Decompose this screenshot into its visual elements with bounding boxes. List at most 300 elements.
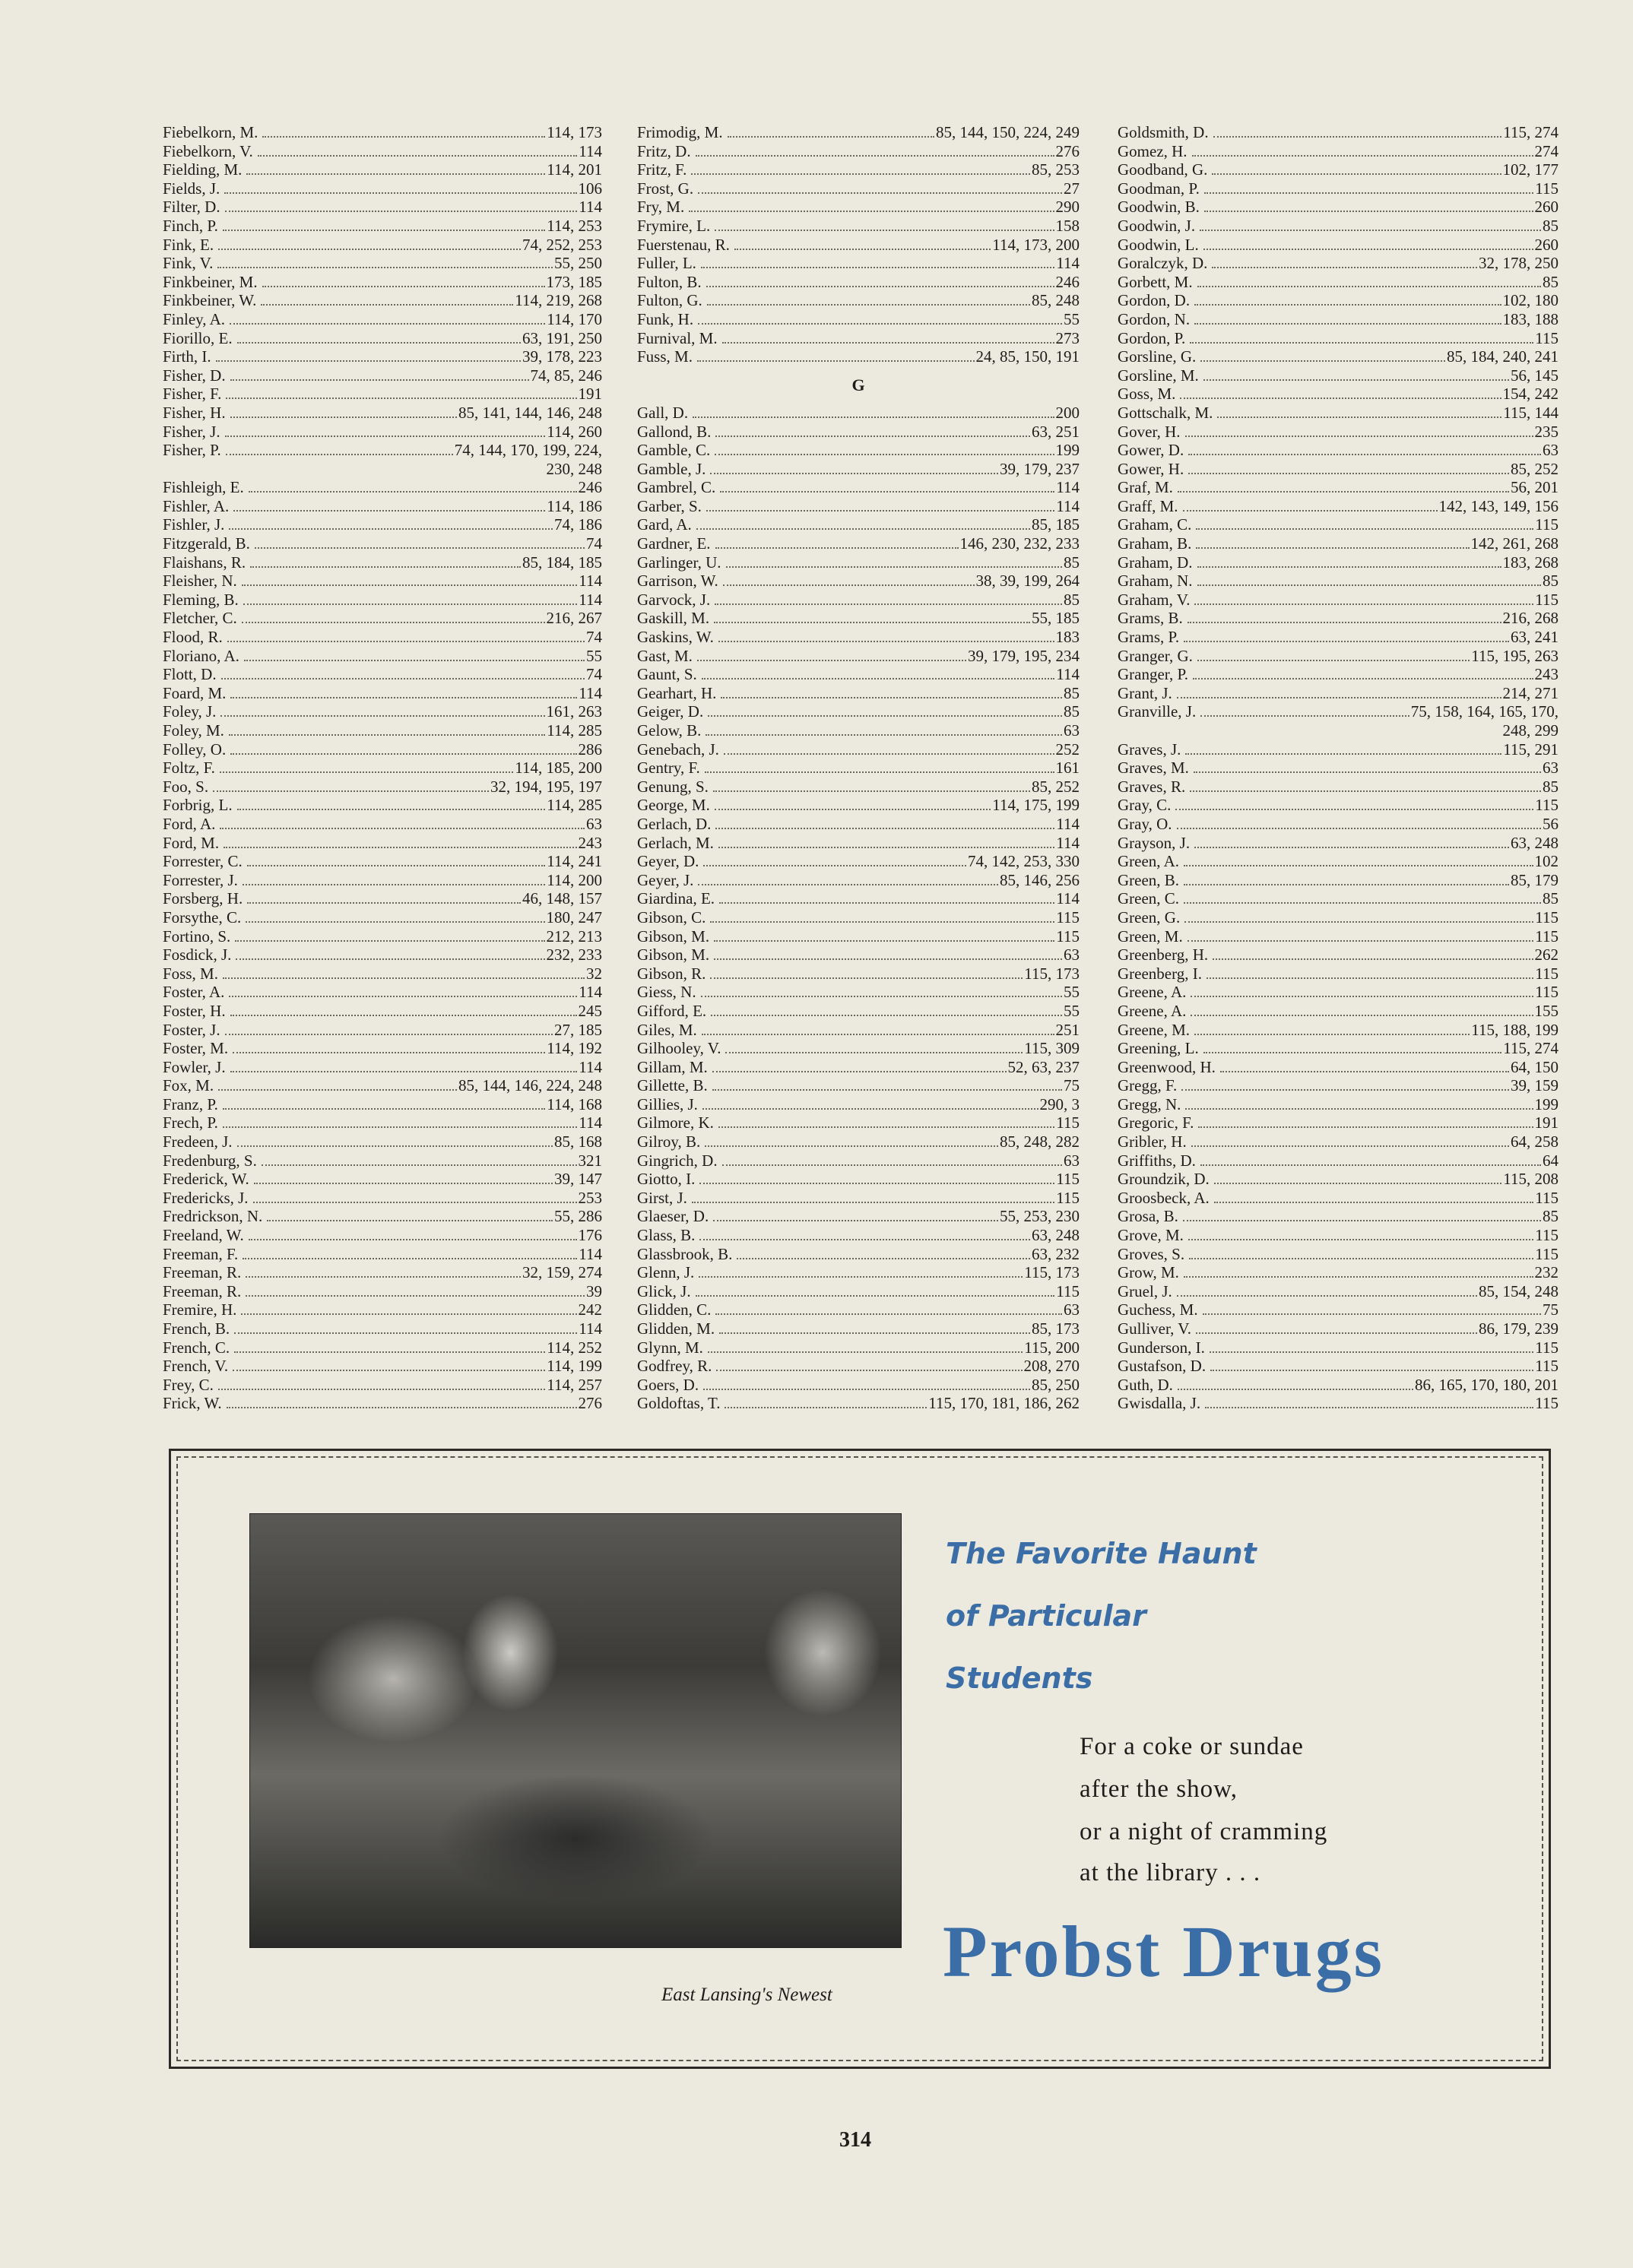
index-entry [163, 702, 602, 721]
entry-name: Gilmore, K. [637, 1113, 714, 1132]
index-entry [163, 665, 602, 684]
entry-pages: 154, 242 [1502, 385, 1558, 404]
index-entry [637, 1189, 1080, 1208]
entry-name: Fowler, J. [163, 1057, 226, 1076]
entry-name: Grant, J. [1118, 683, 1172, 702]
leader-dots [702, 1034, 1054, 1035]
entry-name: Gaunt, S. [637, 665, 697, 684]
leader-dots [1183, 1220, 1541, 1221]
index-entry [637, 1151, 1080, 1170]
index-entry [1118, 254, 1558, 273]
index-entry [637, 236, 1080, 255]
leader-dots [1197, 566, 1501, 568]
entry-name: George, M. [637, 796, 710, 815]
entry-pages: 114, 173 [547, 123, 602, 141]
entry-name: Goodband, G. [1118, 160, 1208, 179]
index-entry [1118, 236, 1558, 255]
entry-name: Fredenburg, S. [163, 1151, 257, 1170]
leader-dots [1220, 1071, 1509, 1072]
index-entry [637, 908, 1080, 927]
leader-dots [1217, 417, 1501, 418]
ad-tagline-line-2: of Particular [946, 1599, 1146, 1633]
leader-dots [699, 1239, 1030, 1240]
entry-pages: 85, 154, 248 [1479, 1281, 1558, 1300]
leader-dots [698, 192, 1062, 194]
index-entry [163, 1226, 602, 1245]
ad-blurb-line-2: after the show, [1080, 1775, 1238, 1803]
entry-name: Green, B. [1118, 870, 1180, 889]
index-entry [163, 1058, 602, 1077]
index-entry [163, 871, 602, 890]
index-entry [637, 1058, 1080, 1077]
leader-dots [1196, 1332, 1477, 1334]
entry-name: Gerlach, M. [637, 833, 714, 852]
entry-pages: 115 [1535, 908, 1558, 927]
leader-dots [1203, 379, 1509, 381]
entry-name: Gribler, H. [1118, 1132, 1187, 1151]
entry-name: Griffiths, D. [1118, 1151, 1196, 1170]
leader-dots [1194, 304, 1501, 306]
entry-name: Fisher, J. [163, 422, 220, 441]
entry-name: Goldoftas, T. [637, 1394, 721, 1413]
index-entry [637, 254, 1080, 273]
leader-dots [234, 1351, 545, 1353]
entry-pages: 232, 233 [546, 946, 602, 965]
entry-name: Foard, M. [163, 683, 227, 702]
entry-pages: 115 [1535, 328, 1558, 347]
entry-pages: 216, 268 [1502, 609, 1558, 628]
entry-name: Gillette, B. [637, 1076, 708, 1095]
index-entry [637, 647, 1080, 666]
index-entry [1118, 591, 1558, 610]
index-entry [1118, 1357, 1558, 1376]
entry-pages: 39 [586, 1281, 602, 1300]
entry-pages: 115 [1056, 1188, 1080, 1207]
index-entry [163, 834, 602, 853]
entry-pages: 115 [1535, 179, 1558, 198]
entry-name: Garber, S. [637, 496, 702, 515]
entry-name: Gower, D. [1118, 441, 1184, 460]
index-entry [1118, 160, 1558, 179]
entry-name: Foss, M. [163, 964, 218, 983]
leader-dots [221, 678, 585, 679]
index-entry [163, 1132, 602, 1151]
leader-dots [233, 1052, 545, 1053]
leader-dots [1194, 603, 1533, 605]
leader-dots [718, 641, 1054, 642]
leader-dots [710, 977, 1023, 979]
entry-name: Fosdick, J. [163, 946, 232, 965]
entry-pages: 114 [579, 1113, 602, 1132]
index-entry [163, 179, 602, 198]
leader-dots [247, 865, 546, 866]
leader-dots [223, 977, 585, 979]
entry-pages: 191 [578, 385, 602, 404]
entry-pages: 85 [1064, 590, 1080, 609]
entry-name: Gustafson, D. [1118, 1357, 1207, 1376]
index-entry [637, 721, 1080, 740]
entry-pages: 114 [579, 983, 602, 1002]
entry-pages: 114 [579, 198, 602, 217]
leader-dots [254, 1183, 553, 1184]
index-entry [1118, 1282, 1558, 1301]
index-entry [637, 1300, 1080, 1319]
leader-dots [233, 510, 545, 512]
leader-dots [1178, 1389, 1413, 1390]
leader-dots [249, 1239, 577, 1240]
entry-pages: 114, 252 [547, 1338, 602, 1357]
entry-name: Gardner, E. [637, 534, 711, 553]
entry-pages: 243 [1534, 665, 1558, 684]
entry-pages: 55 [1064, 983, 1080, 1002]
leader-dots [721, 697, 1062, 698]
leader-dots [1193, 678, 1533, 679]
entry-name: Gilhooley, V. [637, 1039, 721, 1058]
index-entry [637, 310, 1080, 329]
index-entry [1118, 702, 1558, 721]
index-entry [1118, 1394, 1558, 1413]
entry-pages: 32, 159, 274 [522, 1263, 602, 1282]
leader-dots [703, 865, 966, 866]
entry-name: Gaskins, W. [637, 628, 714, 647]
index-entry [637, 684, 1080, 703]
entry-pages: 86, 165, 170, 180, 201 [1415, 1375, 1558, 1394]
entry-name: Greene, M. [1118, 1020, 1191, 1039]
leader-dots [230, 753, 576, 755]
leader-dots [698, 323, 1062, 325]
entry-name: Glynn, M. [637, 1338, 703, 1357]
index-entry [163, 347, 602, 366]
leader-dots [226, 398, 576, 399]
entry-pages: 115 [1535, 1226, 1558, 1245]
entry-pages: 114, 260 [547, 422, 602, 441]
entry-name: Foster, J. [163, 1020, 220, 1039]
entry-pages: 115, 208 [1503, 1170, 1558, 1189]
entry-pages: 114 [579, 1319, 602, 1338]
entry-pages: 114, 253 [547, 216, 602, 235]
entry-pages: 114, 285 [547, 721, 602, 740]
index-entry [1118, 1338, 1558, 1357]
leader-dots [216, 360, 521, 362]
leader-dots [718, 1126, 1054, 1128]
index-entry [1118, 796, 1558, 815]
leader-dots [1190, 342, 1533, 344]
entry-pages: 55, 253, 230 [1000, 1207, 1080, 1226]
entry-pages: 260 [1534, 198, 1558, 217]
leader-dots [734, 249, 991, 250]
entry-pages: 114 [579, 1244, 602, 1263]
leader-dots [230, 323, 545, 325]
leader-dots [267, 1220, 553, 1221]
leader-dots [737, 1258, 1030, 1259]
leader-dots [1177, 1295, 1477, 1297]
leader-dots [243, 884, 545, 885]
entry-pages: 63 [1064, 1151, 1080, 1170]
index-entry [1118, 908, 1558, 927]
leader-dots [1188, 454, 1541, 455]
leader-dots [249, 491, 577, 493]
entry-name: Fuerstenau, R. [637, 235, 730, 254]
index-entry [163, 441, 602, 460]
index-entry [637, 347, 1080, 366]
entry-pages: 114, 257 [547, 1375, 602, 1394]
entry-name: Giess, N. [637, 983, 696, 1002]
index-entry [637, 534, 1080, 553]
leader-dots [220, 771, 513, 773]
entry-name: Freeman, R. [163, 1263, 242, 1282]
entry-name: Foster, H. [163, 1001, 226, 1020]
entry-name: Gast, M. [637, 646, 693, 665]
leader-dots [230, 697, 577, 698]
entry-name: Gibson, M. [637, 927, 710, 946]
entry-name: Glenn, J. [637, 1263, 695, 1282]
index-entry [637, 441, 1080, 460]
entry-pages: 114 [579, 683, 602, 702]
entry-pages: 75 [1064, 1076, 1080, 1095]
entry-name: Gray, O. [1118, 814, 1172, 833]
leader-dots [244, 660, 585, 661]
entry-name: Gilroy, B. [637, 1132, 701, 1151]
index-entry [1118, 965, 1558, 984]
entry-pages: 262 [1534, 946, 1558, 965]
index-entry [637, 927, 1080, 946]
leader-dots [258, 155, 577, 157]
index-entry [163, 310, 602, 329]
entry-pages: 102, 180 [1502, 291, 1558, 310]
index-entry [1118, 1245, 1558, 1264]
leader-dots [217, 267, 553, 268]
entry-pages: 114, 186 [547, 496, 602, 515]
entry-pages: 115, 274 [1503, 123, 1558, 141]
index-entry [163, 553, 602, 572]
index-entry [637, 1338, 1080, 1357]
leader-dots [246, 921, 544, 923]
entry-pages: 85, 250 [1032, 1375, 1080, 1394]
leader-dots [1194, 847, 1509, 848]
leader-dots [242, 622, 545, 623]
index-entry [163, 759, 602, 778]
leader-dots [719, 1332, 1030, 1334]
index-entry [1118, 1113, 1558, 1132]
entry-pages: 85 [1543, 216, 1558, 235]
index-entry [163, 889, 602, 908]
leader-dots [1191, 1145, 1509, 1147]
entry-pages: 85, 248 [1032, 291, 1080, 310]
entry-pages: 191 [1534, 1113, 1558, 1132]
entry-pages: 114 [1056, 814, 1080, 833]
leader-dots [262, 1164, 577, 1166]
entry-pages: 142, 261, 268 [1470, 534, 1558, 553]
leader-dots [1184, 641, 1509, 642]
leader-dots [1197, 286, 1541, 287]
leader-dots [1194, 323, 1501, 325]
index-entry [163, 273, 602, 292]
index-entry [637, 796, 1080, 815]
leader-dots [726, 566, 1062, 568]
entry-name: Glidden, M. [637, 1319, 715, 1338]
index-entry [1118, 946, 1558, 965]
entry-pages: 32 [586, 964, 602, 983]
index-entry [1118, 1002, 1558, 1021]
entry-pages: 74 [586, 665, 602, 684]
index-entry [163, 778, 602, 797]
index-entry [1118, 815, 1558, 834]
index-entry [637, 1039, 1080, 1058]
entry-name: Garrison, W. [637, 572, 718, 591]
ad-tagline-line-3: Students [946, 1661, 1093, 1695]
entry-pages: 63, 191, 250 [522, 328, 602, 347]
entry-name: Fiorillo, E. [163, 328, 233, 347]
leader-dots [715, 454, 1054, 455]
entry-name: French, B. [163, 1319, 230, 1338]
leader-dots [707, 304, 1030, 306]
leader-dots [241, 1313, 576, 1315]
entry-name: Furnival, M. [637, 328, 718, 347]
entry-name: Gover, H. [1118, 422, 1181, 441]
index-entry [163, 142, 602, 161]
entry-pages: 183 [1055, 628, 1080, 647]
entry-pages: 290, 3 [1039, 1094, 1080, 1113]
entry-name: Giles, M. [637, 1020, 697, 1039]
entry-pages: 114 [579, 590, 602, 609]
entry-name: Fuss, M. [637, 347, 693, 366]
entry-pages: 114, 199 [547, 1357, 602, 1376]
leader-dots [1184, 865, 1533, 866]
entry-pages: 115, 170, 181, 186, 262 [928, 1394, 1080, 1413]
entry-name: Flood, R. [163, 628, 223, 647]
leader-dots [218, 249, 521, 250]
entry-pages: 114, 200 [547, 870, 602, 889]
leader-dots [723, 584, 975, 586]
leader-dots [253, 1202, 577, 1203]
index-entry [1118, 347, 1558, 366]
entry-pages: 115 [1056, 1281, 1080, 1300]
leader-dots [247, 902, 521, 904]
entry-name: Frost, G. [637, 179, 694, 198]
entry-pages: 114 [579, 572, 602, 591]
leader-dots [1185, 1108, 1533, 1110]
index-entry [637, 1282, 1080, 1301]
leader-dots [1200, 360, 1445, 362]
index-entry [1118, 366, 1558, 385]
entry-pages: 208, 270 [1023, 1357, 1080, 1376]
leader-dots [1205, 1407, 1533, 1408]
entry-name: Frymire, L. [637, 216, 711, 235]
entry-pages: 274 [1534, 141, 1558, 160]
leader-dots [223, 1126, 577, 1128]
index-entry [637, 1076, 1080, 1095]
index-entry [637, 815, 1080, 834]
index-entry [1118, 834, 1558, 853]
index-entry [163, 572, 602, 591]
leader-dots [1177, 697, 1501, 698]
entry-pages: 102 [1534, 852, 1558, 871]
entry-name: Graham, V. [1118, 590, 1191, 609]
index-entry [163, 1394, 602, 1413]
entry-name: Gottschalk, M. [1118, 403, 1213, 422]
leader-dots [1198, 1126, 1533, 1128]
entry-name: Goers, D. [637, 1375, 699, 1394]
leader-dots [1196, 547, 1469, 549]
index-entry [163, 291, 602, 310]
entry-name: Granger, P. [1118, 665, 1189, 684]
leader-dots [692, 1202, 1054, 1203]
leader-dots [262, 136, 545, 138]
entry-name: Flaishans, R. [163, 553, 246, 572]
entry-pages: 55 [1064, 309, 1080, 328]
index-entry [163, 1021, 602, 1040]
entry-pages: 63, 251 [1032, 422, 1080, 441]
leader-dots [719, 902, 1054, 904]
leader-dots [226, 454, 453, 455]
entry-name: Franz, P. [163, 1094, 218, 1113]
entry-pages: 86, 179, 239 [1479, 1319, 1558, 1338]
entry-name: Folley, O. [163, 740, 227, 759]
entry-name: Frick, W. [163, 1394, 222, 1413]
leader-dots [703, 1389, 1030, 1390]
entry-name: Forbrig, L. [163, 796, 233, 815]
index-entry [1118, 1076, 1558, 1095]
index-entry [163, 198, 602, 217]
entry-name: Gruel, J. [1118, 1281, 1172, 1300]
leader-dots [255, 547, 585, 549]
entry-name: Gorsline, M. [1118, 366, 1199, 385]
index-entry [163, 815, 602, 834]
entry-name: Graves, J. [1118, 740, 1181, 759]
entry-pages: 115 [1535, 1244, 1558, 1263]
leader-dots [1213, 136, 1502, 138]
leader-dots [1212, 173, 1501, 175]
entry-name: Groosbeck, A. [1118, 1188, 1210, 1207]
leader-dots [1210, 1370, 1533, 1371]
entry-pages: 85, 252 [1032, 777, 1080, 796]
entry-name: Fleisher, N. [163, 572, 237, 591]
leader-dots [242, 584, 578, 586]
index-entry [1118, 310, 1558, 329]
entry-name: Fisher, H. [163, 403, 226, 422]
index-entry [637, 946, 1080, 965]
entry-name: Fletcher, C. [163, 609, 237, 628]
entry-pages: 200 [1055, 403, 1080, 422]
index-entry [163, 927, 602, 946]
entry-name: Girst, J. [637, 1188, 687, 1207]
entry-name: Garlinger, U. [637, 553, 721, 572]
index-entry [637, 628, 1080, 647]
leader-dots [246, 1295, 585, 1297]
index-entry [1118, 852, 1558, 871]
index-entry [163, 1002, 602, 1021]
entry-pages: 276 [578, 1394, 602, 1413]
entry-name: Glass, B. [637, 1226, 696, 1245]
leader-dots [223, 1108, 545, 1110]
leader-dots [225, 211, 578, 212]
ad-tagline-line-1: The Favorite Haunt [946, 1537, 1257, 1570]
entry-pages: 85 [1543, 572, 1558, 591]
entry-pages: 146, 230, 232, 233 [959, 534, 1080, 553]
entry-name: Fishleigh, E. [163, 478, 244, 497]
index-entry [163, 404, 602, 423]
index-entry [1118, 515, 1558, 534]
entry-pages: 232 [1534, 1263, 1558, 1282]
entry-name: Fishler, A. [163, 496, 230, 515]
index-entry [1118, 1300, 1558, 1319]
entry-pages: 253 [578, 1188, 602, 1207]
entry-name: Gentry, F. [637, 759, 700, 778]
entry-pages: 155 [1534, 1001, 1558, 1020]
leader-dots [224, 847, 576, 848]
index-entry [1118, 1263, 1558, 1282]
entry-name: Frimodig, M. [637, 123, 723, 141]
